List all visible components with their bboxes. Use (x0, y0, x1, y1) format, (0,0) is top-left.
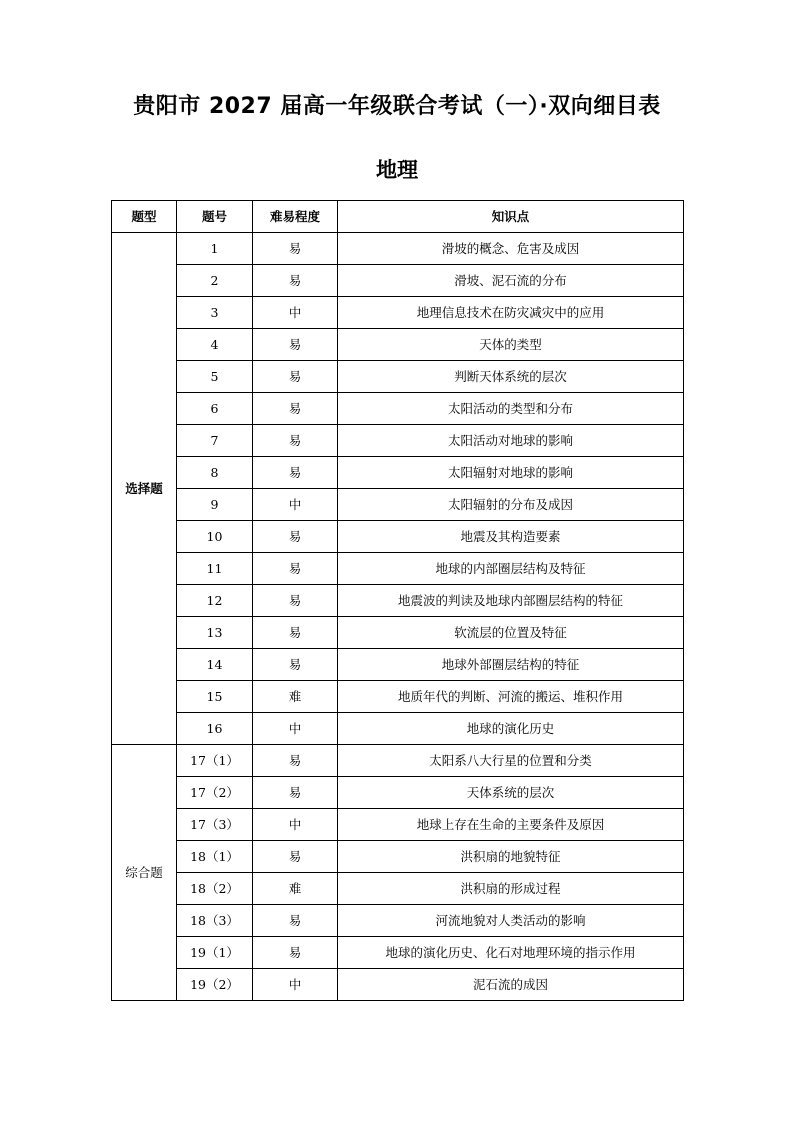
specification-table (111, 200, 684, 1001)
question-number-cell: 7 (177, 425, 253, 457)
knowledge-point-cell: 地理信息技术在防灾减灾中的应用 (338, 297, 684, 329)
knowledge-point-cell: 地球的演化历史、化石对地理环境的指示作用 (338, 937, 684, 969)
difficulty-cell: 中 (253, 489, 338, 521)
knowledge-point-cell: 地球的演化历史 (338, 713, 684, 745)
difficulty-cell: 易 (253, 905, 338, 937)
question-number-cell: 8 (177, 457, 253, 489)
difficulty-cell: 易 (253, 521, 338, 553)
table-row (112, 553, 684, 585)
difficulty-cell: 易 (253, 329, 338, 361)
knowledge-point-cell: 太阳辐射的分布及成因 (338, 489, 684, 521)
table-row (112, 297, 684, 329)
question-number-cell: 6 (177, 393, 253, 425)
table-row (112, 489, 684, 521)
knowledge-point-cell: 地球外部圈层结构的特征 (338, 649, 684, 681)
knowledge-point-cell: 地震波的判读及地球内部圈层结构的特征 (338, 585, 684, 617)
difficulty-cell: 难 (253, 681, 338, 713)
difficulty-cell: 易 (253, 425, 338, 457)
difficulty-cell: 易 (253, 841, 338, 873)
difficulty-cell: 易 (253, 393, 338, 425)
knowledge-point-cell: 滑坡、泥石流的分布 (338, 265, 684, 297)
question-number-cell: 5 (177, 361, 253, 393)
question-number-cell: 3 (177, 297, 253, 329)
question-number-cell: 18（1） (177, 841, 253, 873)
difficulty-cell: 易 (253, 361, 338, 393)
question-number-cell: 9 (177, 489, 253, 521)
knowledge-point-cell: 天体系统的层次 (338, 777, 684, 809)
table-row (112, 457, 684, 489)
question-number-cell: 16 (177, 713, 253, 745)
header-knowledge-point: 知识点 (338, 201, 684, 233)
question-number-cell: 10 (177, 521, 253, 553)
difficulty-cell: 中 (253, 297, 338, 329)
difficulty-cell: 中 (253, 809, 338, 841)
question-number-cell: 4 (177, 329, 253, 361)
table-row (112, 745, 684, 777)
difficulty-cell: 易 (253, 649, 338, 681)
question-number-cell: 13 (177, 617, 253, 649)
knowledge-point-cell: 地质年代的判断、河流的搬运、堆积作用 (338, 681, 684, 713)
header-question-type: 题型 (112, 201, 177, 233)
difficulty-cell: 易 (253, 937, 338, 969)
question-number-cell: 17（1） (177, 745, 253, 777)
question-number-cell: 17（3） (177, 809, 253, 841)
table-row (112, 265, 684, 297)
table-row (112, 393, 684, 425)
knowledge-point-cell: 判断天体系统的层次 (338, 361, 684, 393)
question-number-cell: 11 (177, 553, 253, 585)
knowledge-point-cell: 地球的内部圈层结构及特征 (338, 553, 684, 585)
question-number-cell: 18（3） (177, 905, 253, 937)
question-number-cell: 14 (177, 649, 253, 681)
knowledge-point-cell: 河流地貌对人类活动的影响 (338, 905, 684, 937)
table-row (112, 233, 684, 265)
difficulty-cell: 中 (253, 969, 338, 1001)
knowledge-point-cell: 洪积扇的地貌特征 (338, 841, 684, 873)
knowledge-point-cell: 软流层的位置及特征 (338, 617, 684, 649)
difficulty-cell: 易 (253, 617, 338, 649)
difficulty-cell: 易 (253, 457, 338, 489)
question-number-cell: 17（2） (177, 777, 253, 809)
question-number-cell: 12 (177, 585, 253, 617)
table-row (112, 521, 684, 553)
table-header-row (112, 201, 684, 233)
knowledge-point-cell: 太阳辐射对地球的影响 (338, 457, 684, 489)
table-row (112, 809, 684, 841)
table-row (112, 841, 684, 873)
question-number-cell: 19（1） (177, 937, 253, 969)
difficulty-cell: 易 (253, 585, 338, 617)
knowledge-point-cell: 地球上存在生命的主要条件及原因 (338, 809, 684, 841)
subject-title: 地理 (376, 158, 418, 182)
question-number-cell: 2 (177, 265, 253, 297)
knowledge-point-cell: 洪积扇的形成过程 (338, 873, 684, 905)
difficulty-cell: 中 (253, 713, 338, 745)
table-row (112, 329, 684, 361)
question-number-cell: 19（2） (177, 969, 253, 1001)
knowledge-point-cell: 天体的类型 (338, 329, 684, 361)
table-row (112, 425, 684, 457)
table-row (112, 649, 684, 681)
question-number-cell: 15 (177, 681, 253, 713)
header-difficulty: 难易程度 (253, 201, 338, 233)
knowledge-point-cell: 太阳系八大行星的位置和分类 (338, 745, 684, 777)
difficulty-cell: 难 (253, 873, 338, 905)
difficulty-cell: 易 (253, 233, 338, 265)
table-row (112, 681, 684, 713)
question-number-cell: 18（2） (177, 873, 253, 905)
knowledge-point-cell: 太阳活动的类型和分布 (338, 393, 684, 425)
knowledge-point-cell: 太阳活动对地球的影响 (338, 425, 684, 457)
table-row (112, 585, 684, 617)
table-row (112, 905, 684, 937)
table-row (112, 969, 684, 1001)
knowledge-point-cell: 地震及其构造要素 (338, 521, 684, 553)
knowledge-point-cell: 滑坡的概念、危害及成因 (338, 233, 684, 265)
question-type-cell: 综合题 (112, 745, 177, 1001)
difficulty-cell: 易 (253, 745, 338, 777)
page-title: 贵阳市 2027 届高一年级联合考试（一）·双向细目表 (133, 94, 661, 119)
knowledge-point-cell: 泥石流的成因 (338, 969, 684, 1001)
difficulty-cell: 易 (253, 265, 338, 297)
table-row (112, 873, 684, 905)
difficulty-cell: 易 (253, 777, 338, 809)
table-row (112, 361, 684, 393)
header-question-number: 题号 (177, 201, 253, 233)
question-type-cell: 选择题 (112, 233, 177, 745)
table-body (112, 233, 684, 1001)
table-row (112, 713, 684, 745)
table-row (112, 937, 684, 969)
question-number-cell: 1 (177, 233, 253, 265)
difficulty-cell: 易 (253, 553, 338, 585)
table-row (112, 617, 684, 649)
table-row (112, 777, 684, 809)
